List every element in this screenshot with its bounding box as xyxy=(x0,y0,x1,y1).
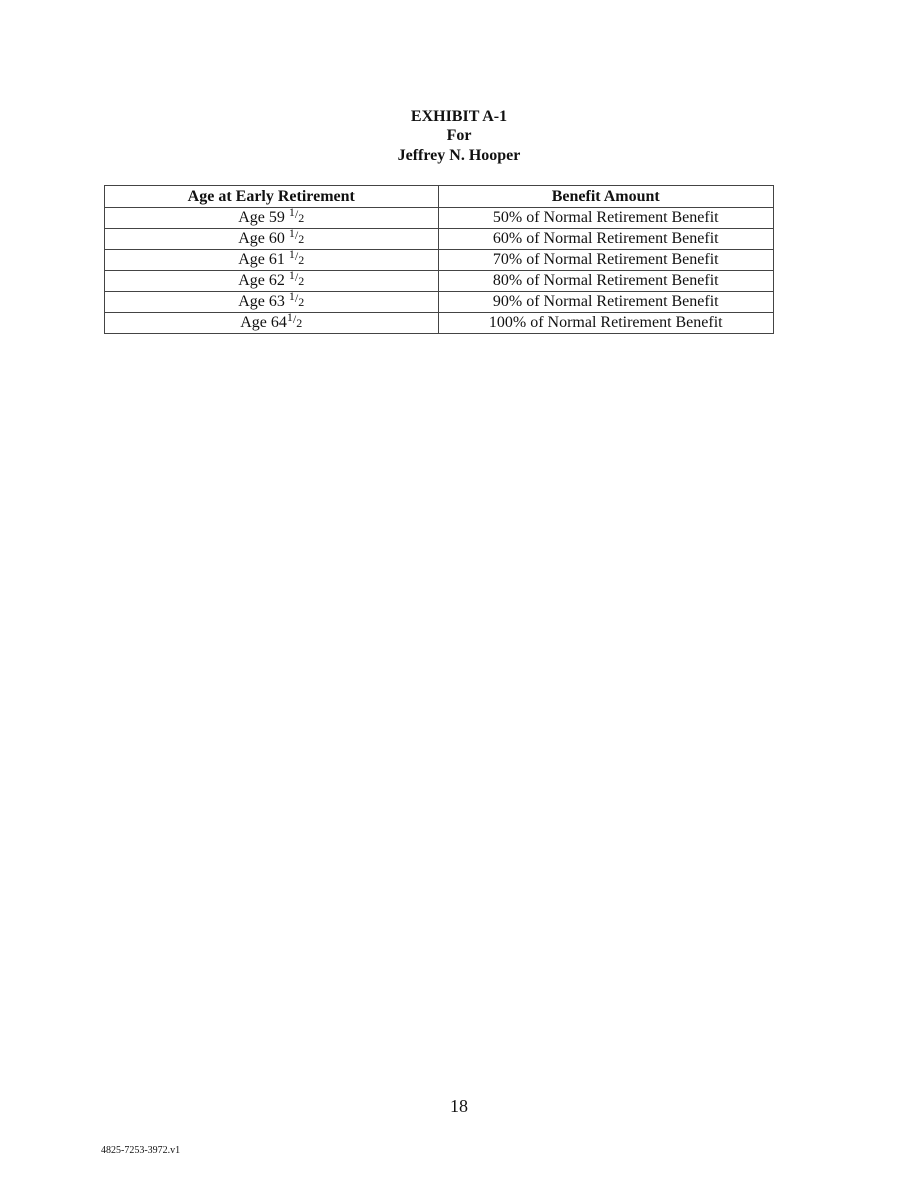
exhibit-subtitle: For xyxy=(446,127,472,144)
half-fraction xyxy=(286,310,303,330)
benefit-cell: 80% of Normal Retirement Benefit xyxy=(438,271,773,292)
fraction-numerator: 1 xyxy=(288,226,295,240)
age-label: Age 63 xyxy=(238,293,289,310)
exhibit-person-name: Jeffrey N. Hooper xyxy=(397,147,521,164)
benefit-cell: 100% of Normal Retirement Benefit xyxy=(438,313,773,334)
age-label: Age 62 xyxy=(238,272,289,289)
fraction-numerator: 1 xyxy=(288,247,295,261)
document-id: 4825-7253-3972.v1 xyxy=(101,1145,181,1156)
age-cell xyxy=(105,226,439,250)
fraction-slash: / xyxy=(294,228,299,242)
fraction-slash: / xyxy=(294,207,299,221)
fraction-denominator: 2 xyxy=(298,295,305,309)
benefit-cell: 70% of Normal Retirement Benefit xyxy=(438,250,773,271)
age-cell xyxy=(105,268,439,292)
age-cell xyxy=(105,247,439,271)
table-row xyxy=(105,313,774,334)
half-fraction xyxy=(288,289,305,309)
column-header-benefit: Benefit Amount xyxy=(438,186,773,208)
fraction-slash: / xyxy=(294,249,299,263)
half-fraction xyxy=(288,226,305,246)
fraction-denominator: 2 xyxy=(296,316,303,330)
page-number: 18 xyxy=(450,1096,468,1116)
retirement-benefit-table xyxy=(104,185,774,334)
age-label: Age 60 xyxy=(238,230,289,247)
table-row xyxy=(105,271,774,292)
age-label: Age 61 xyxy=(238,251,289,268)
exhibit-title: EXHIBIT A-1 xyxy=(410,108,508,125)
table-row xyxy=(105,250,774,271)
benefit-cell: 60% of Normal Retirement Benefit xyxy=(438,229,773,250)
age-cell xyxy=(105,310,439,334)
fraction-denominator: 2 xyxy=(298,232,305,246)
table-row xyxy=(105,229,774,250)
fraction-slash: / xyxy=(294,291,299,305)
fraction-denominator: 2 xyxy=(298,274,305,288)
fraction-numerator: 1 xyxy=(286,310,293,324)
age-label: Age 64 xyxy=(240,314,287,331)
table-row xyxy=(105,208,774,229)
fraction-slash: / xyxy=(292,312,297,326)
table-row xyxy=(105,292,774,313)
fraction-slash: / xyxy=(294,270,299,284)
fraction-denominator: 2 xyxy=(298,211,305,225)
half-fraction xyxy=(288,247,305,267)
half-fraction xyxy=(288,205,305,225)
fraction-numerator: 1 xyxy=(288,268,295,282)
column-header-age: Age at Early Retirement xyxy=(105,186,439,208)
half-fraction xyxy=(288,268,305,288)
benefit-cell: 50% of Normal Retirement Benefit xyxy=(438,208,773,229)
table-header-row xyxy=(105,186,774,208)
age-label: Age 59 xyxy=(238,209,289,226)
fraction-denominator: 2 xyxy=(298,253,305,267)
fraction-numerator: 1 xyxy=(288,289,295,303)
age-cell xyxy=(105,289,439,313)
benefit-cell: 90% of Normal Retirement Benefit xyxy=(438,292,773,313)
fraction-numerator: 1 xyxy=(288,205,295,219)
age-cell xyxy=(105,205,439,229)
